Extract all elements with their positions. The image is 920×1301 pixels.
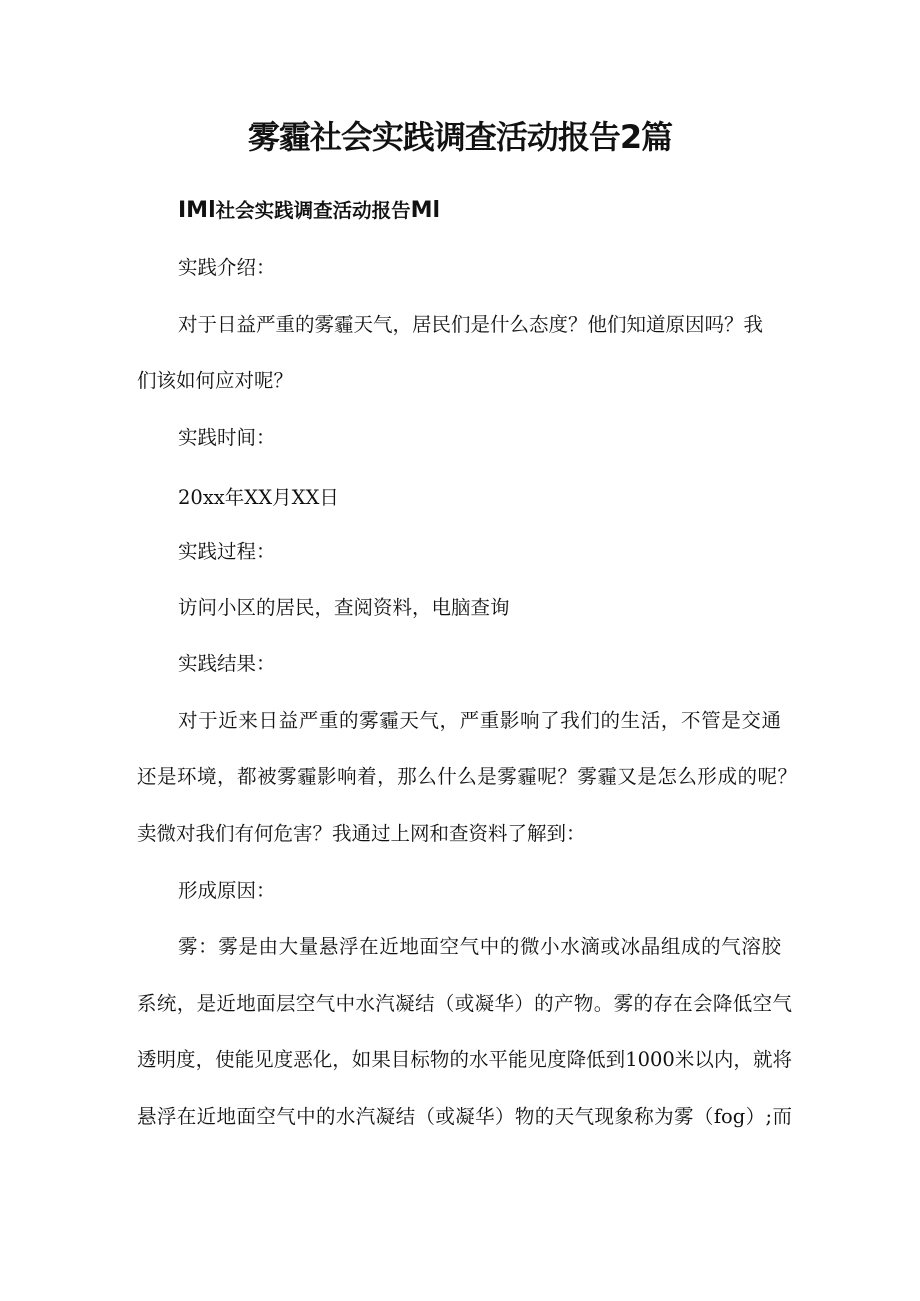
time-label: 实践时间： xyxy=(178,426,276,449)
fog-paragraph-line-3: 透明度，使能见度恶化，如果目标物的水平能见度降低到1000米以内，就将 xyxy=(137,1048,792,1071)
fog-paragraph-line-4: 悬浮在近地面空气中的水汽凝结（或凝华）物的天气现象称为雾（fog）;而 xyxy=(137,1105,792,1128)
document-title: 雾霾社会实践调查活动报告2篇 xyxy=(247,118,673,156)
subheading-suffix: Ml xyxy=(410,198,441,223)
fog-paragraph-line-2: 系统，是近地面层空气中水汽凝结（或凝华）的产物。雾的存在会降低空气 xyxy=(137,992,792,1015)
fog-paragraph-line-1: 雾：雾是由大量悬浮在近地面空气中的微小水滴或冰晶组成的气溶胶 xyxy=(178,935,781,958)
process-label: 实践过程： xyxy=(178,540,276,563)
result-label: 实践结果： xyxy=(178,652,276,675)
intro-paragraph-line-1: 对于日益严重的雾霾天气，居民们是什么态度？他们知道原因吗？我 xyxy=(178,313,764,336)
process-value: 访问小区的居民，查阅资料，电脑查询 xyxy=(178,596,510,619)
result-paragraph-line-1: 对于近来日益严重的雾霾天气，严重影响了我们的生活，不管是交通 xyxy=(178,709,781,732)
subheading-prefix: IMl xyxy=(178,198,216,223)
result-paragraph-line-2: 还是环境，都被雾霾影响着，那么什么是雾霾呢？雾霾又是怎么形成的呢？ xyxy=(137,765,797,788)
subheading-text: 社会实践调查活动报告 xyxy=(215,199,411,222)
time-value: 20xx年XX月XX日 xyxy=(178,486,339,509)
result-paragraph-line-3: 卖微对我们有何危害？我通过上网和查资料了解到： xyxy=(137,822,586,845)
intro-label: 实践介绍： xyxy=(178,256,276,279)
section-subheading xyxy=(178,197,440,225)
cause-label: 形成原因： xyxy=(178,879,276,902)
intro-paragraph-line-2: 们该如何应对呢？ xyxy=(137,369,294,392)
